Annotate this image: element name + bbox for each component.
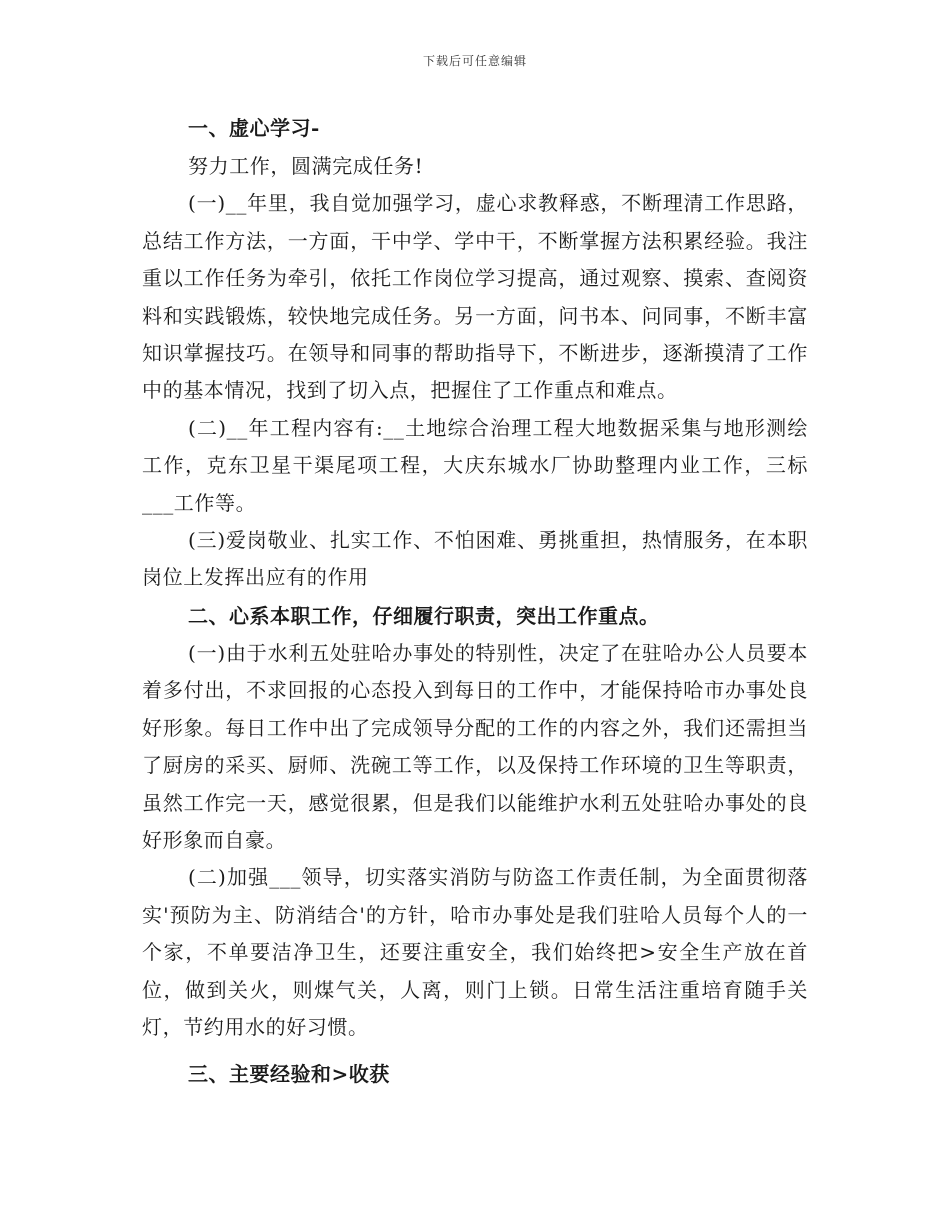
paragraph: (三)爱岗敬业、扎实工作、不怕困难、勇挑重担，热情服务，在本职岗位上发挥出应有的作用 [142,528,808,590]
paragraph: 努力工作，圆满完成任务! [188,154,424,178]
paragraph: (一)__年里，我自觉加强学习，虚心求教释惑，不断理清工作思路，总结工作方法，一方面，干中学、学中干，不断掌握方法积累经验。我注重以工作任务为牵引，依托工作岗位学习提高，通过观察、摸索、查阅资料和实践锻炼，较快地完成任务。另一方面，问书本、问同事，不断丰富知识掌握技巧。在领导和同事的帮助指导下，不断进步，逐渐摸清了工作中的基本情况，找到了切入点，把握住了工作重点和难点。 [142,191,808,403]
paragraph: (二)__年工程内容有:__土地综合治理工程大地数据采集与地形测绘工作，克东卫星干渠尾项工程，大庆东城水厂协助整理内业工作，三标___工作等。 [142,415,808,515]
paragraph: (一)由于水利五处驻哈办事处的特别性，决定了在驻哈办公人员要本着多付出，不求回报的心态投入到每日的工作中，才能保持哈市办事处良好形象。每日工作中出了完成领导分配的工作的内容之外，我们还需担当了厨房的采买、厨师、洗碗工等工作，以及保持工作环境的卫生等职责，虽然工作完一天，感觉很累，但是我们以能维护水利五处驻哈办事处的良好形象而自豪。 [142,640,808,852]
section-heading-1: 一、虚心学习- [188,116,320,140]
page-header: 下载后可任意编辑 [422,54,527,68]
section-heading-3: 三、主要经验和>收获 [188,1062,390,1087]
document-body [142,110,808,1093]
section-heading-2: 二、心系本职工作，仔细履行职责，突出工作重点。 [188,603,660,628]
paragraph: (二)加强___领导，切实落实消防与防盗工作责任制，为全面贯彻落实'预防为主、防消结合'的方针，哈市办事处是我们驻哈人员每个人的一个家，不单要洁净卫生，还要注重安全，我们始终把>安全生产放在首位，做到关火，则煤气关，人离，则门上锁。日常生活注重培育随手关灯，节约用水的好习惯。 [142,865,808,1039]
